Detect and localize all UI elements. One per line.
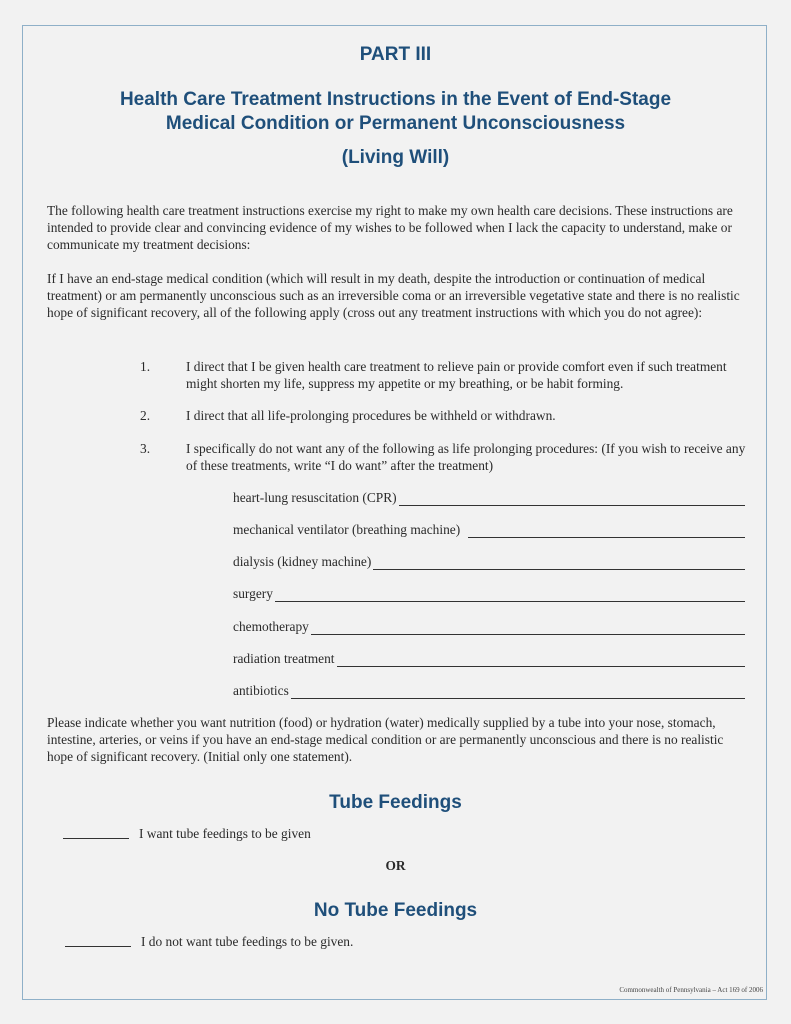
treatment-answer-line[interactable]	[373, 555, 745, 570]
subtitle: (Living Will)	[341, 147, 450, 168]
treatment-label: heart-lung resuscitation (CPR)	[233, 490, 397, 505]
treatment-label: chemotherapy	[233, 619, 309, 634]
treatment-label: radiation treatment	[233, 651, 335, 666]
page-border	[22, 25, 767, 1000]
nutrition-paragraph: Please indicate whether you want nutrition (food) or hydration (water) medically supplied by a tube into your nose, stomach, intestine, arteries, or veins if you have an end-stage medical condition or are permanently unconscious and there is no realistic hope of significant recovery. (Initial only one statement).	[47, 715, 724, 764]
or-separator: OR	[385, 858, 406, 873]
footer-citation: Commonwealth of Pennsylvania – Act 169 of 2006	[619, 986, 763, 994]
condition-paragraph: If I have an end-stage medical condition (which will result in my death, despite the introduction or continuation of medical treatment) or am permanently unconscious such as an irreversible coma or an irreversible vegetative state and there is no realistic hope of significant recovery, all of the following apply (cross out any treatment instructions with which you do not agree):	[47, 271, 740, 320]
main-title-line2: Medical Condition or Permanent Unconsciousness	[165, 113, 626, 134]
treatment-row-radiation	[233, 649, 745, 667]
no-tube-feedings-heading: No Tube Feedings	[313, 900, 478, 921]
treatment-label: surgery	[233, 586, 273, 601]
instruction-1-number: 1.	[140, 359, 151, 374]
treatment-label: dialysis (kidney machine)	[233, 554, 372, 569]
treatment-row-ventilator	[233, 520, 745, 538]
instruction-1-text: I direct that I be given health care treatment to relieve pain or provide comfort even if such treatment might shorten my life, suppress my appetite or my breathing, or be habit forming.	[186, 359, 727, 391]
treatment-label: antibiotics	[233, 683, 289, 698]
instruction-3-text: I specifically do not want any of the following as life prolonging procedures: (If you wish to receive any of these treatments, write “I do want” after the treatment)	[186, 441, 746, 473]
treatment-answer-line[interactable]	[311, 620, 745, 635]
treatment-answer-line[interactable]	[291, 684, 745, 699]
treatment-answer-line[interactable]	[337, 652, 745, 667]
tube-feedings-heading: Tube Feedings	[329, 792, 462, 813]
tube-feedings-initial-line[interactable]	[63, 837, 129, 839]
instruction-2-number: 2.	[140, 408, 151, 423]
treatment-row-antibiotics	[233, 681, 745, 699]
treatment-answer-line[interactable]	[468, 523, 745, 538]
main-title-line1: Health Care Treatment Instructions in the Event of End-Stage	[119, 89, 672, 110]
intro-paragraph: The following health care treatment instructions exercise my right to make my own health care decisions. These instructions are intended to provide clear and convincing evidence of my wishes to be followed when I lack the capacity to understand, make or communicate my treatment decisions:	[47, 203, 733, 252]
treatment-label: mechanical ventilator (breathing machine)	[233, 522, 461, 537]
treatment-row-cpr	[233, 488, 745, 506]
no-tube-feedings-statement: I do not want tube feedings to be given.	[141, 934, 354, 949]
instruction-2-text: I direct that all life-prolonging procedures be withheld or withdrawn.	[186, 408, 556, 423]
treatment-row-surgery	[233, 584, 745, 602]
treatment-answer-line[interactable]	[399, 491, 745, 506]
treatment-row-dialysis	[233, 552, 745, 570]
treatment-answer-line[interactable]	[275, 587, 745, 602]
part-title: PART III	[359, 44, 432, 65]
treatment-row-chemotherapy	[233, 617, 745, 635]
tube-feedings-statement: I want tube feedings to be given	[139, 826, 311, 841]
instruction-3-number: 3.	[140, 441, 151, 456]
no-tube-feedings-initial-line[interactable]	[65, 945, 131, 947]
